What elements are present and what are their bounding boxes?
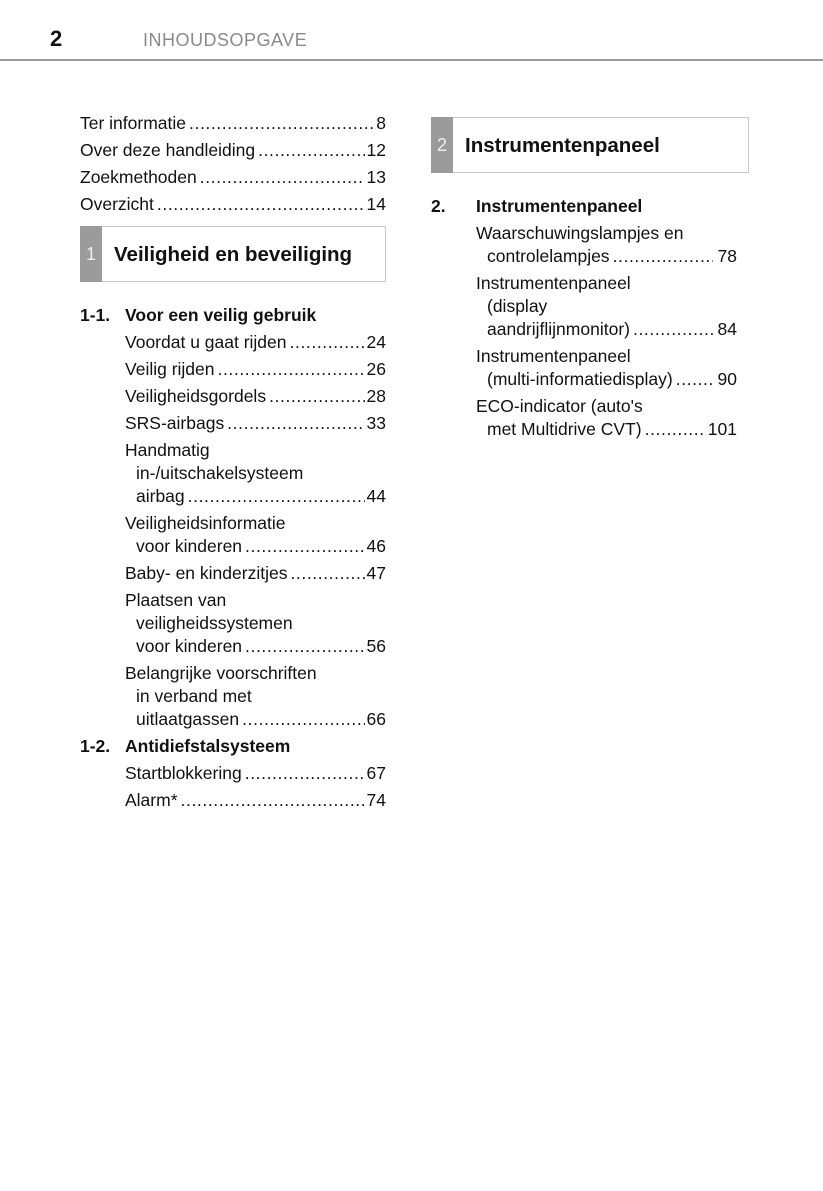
- toc-entry-over-deze-handleiding[interactable]: [80, 139, 386, 162]
- toc-entry-page: 26: [366, 359, 386, 379]
- toc-entry-last-line: [476, 245, 737, 268]
- toc-entry-page: 28: [366, 386, 386, 406]
- toc-entry-page: 14: [366, 194, 386, 214]
- toc-entry-last-line: [125, 535, 386, 558]
- dot-leader: [242, 762, 365, 785]
- dot-leader: [287, 562, 364, 585]
- toc-entry-page: 12: [366, 140, 386, 160]
- toc-right-column: [431, 117, 749, 445]
- toc-entry-eco-indicator[interactable]: [476, 395, 737, 441]
- toc-entry-line: Belangrijke voorschriften: [125, 663, 317, 683]
- toc-entry-last-line: [476, 418, 737, 441]
- section-1-header[interactable]: [80, 226, 386, 282]
- toc-entry-last-line: [125, 708, 386, 731]
- toc-entry-page: 46: [366, 536, 386, 556]
- toc-entry-page: 56: [366, 636, 386, 656]
- chapter-1-2-heading[interactable]: [80, 735, 386, 758]
- toc-entry-page: 67: [366, 763, 386, 783]
- toc-entry-waarschuwingslampjes[interactable]: [476, 222, 737, 268]
- toc-entry-overzicht[interactable]: [80, 193, 386, 216]
- dot-leader: [242, 535, 364, 558]
- toc-entry-belangrijke-voorschriften[interactable]: [125, 662, 386, 731]
- toc-entry-last-line: [476, 318, 737, 341]
- toc-entry-line: Instrumentenpaneel: [476, 346, 631, 366]
- dot-leader: [239, 708, 364, 731]
- toc-entry-label: (multi-informatiedisplay): [487, 369, 673, 389]
- chapter-1-2-entries: [80, 762, 386, 812]
- toc-entry-last-line: [476, 368, 737, 391]
- toc-entry-handmatig-airbag[interactable]: [125, 439, 386, 508]
- toc-entry-label: Veiligheidsgordels: [125, 386, 267, 406]
- running-header-title: INHOUDSOPGAVE: [143, 30, 308, 50]
- dot-leader: [610, 245, 713, 268]
- section-2-title: Instrumentenpaneel: [465, 133, 660, 157]
- toc-entry-label: SRS-airbags: [125, 413, 225, 433]
- dot-leader: [224, 412, 364, 435]
- dot-leader: [255, 139, 364, 162]
- toc-entry-page: 66: [366, 709, 386, 729]
- toc-entry-label: voor kinderen: [136, 636, 243, 656]
- chapter-2-entries: [431, 222, 749, 441]
- dot-leader: [178, 789, 365, 812]
- dot-leader: [197, 166, 365, 189]
- dot-leader: [630, 318, 713, 341]
- toc-entry-page: 44: [366, 486, 386, 506]
- section-1-title: Veiligheid en beveiliging: [114, 242, 353, 266]
- toc-entry-veiligheidsinformatie[interactable]: [125, 512, 386, 558]
- chapter-1-1-entries: [80, 331, 386, 731]
- toc-entry-page: 84: [717, 319, 737, 339]
- toc-entry-aandrijflijnmonitor[interactable]: [476, 272, 737, 341]
- toc-entry-line: Instrumentenpaneel: [476, 273, 631, 293]
- dot-leader: [154, 193, 365, 216]
- chapter-number: 1-1.: [80, 305, 111, 325]
- toc-entry-multi-informatiedisplay[interactable]: [476, 345, 737, 391]
- toc-entry-label: Alarm*: [125, 790, 178, 810]
- toc-entry-last-line: [125, 485, 386, 508]
- toc-entry-page: 74: [366, 790, 386, 810]
- toc-entry-label: aandrijflijnmonitor): [487, 319, 630, 339]
- toc-entry-last-line: [125, 635, 386, 658]
- toc-entry-page: 24: [366, 332, 386, 352]
- dot-leader: [287, 331, 365, 354]
- toc-entry-page: 90: [717, 369, 737, 389]
- toc-entry-label: Baby- en kinderzitjes: [125, 563, 288, 583]
- toc-entry-veiligheidsgordels[interactable]: [125, 385, 386, 408]
- toc-entry-plaatsen-van-veiligheidssystemen[interactable]: [125, 589, 386, 658]
- toc-entry-alarm[interactable]: [125, 789, 386, 812]
- toc-entry-line: Plaatsen van: [125, 590, 227, 610]
- chapter-title: Antidiefstalsysteem: [125, 736, 291, 756]
- toc-entry-page: 47: [366, 563, 386, 583]
- toc-entry-page: 101: [707, 419, 737, 439]
- chapter-1-1-heading[interactable]: [80, 304, 386, 327]
- section-2-header[interactable]: [431, 117, 749, 173]
- toc-entry-line: Veiligheidsinformatie: [125, 513, 286, 533]
- toc-entry-label: Voordat u gaat rijden: [125, 332, 287, 352]
- toc-entry-srs-airbags[interactable]: [125, 412, 386, 435]
- dot-leader: [642, 418, 703, 441]
- dot-leader: [215, 358, 365, 381]
- toc-entry-page: 8: [376, 113, 386, 133]
- toc-left-column: [80, 112, 386, 816]
- toc-entry-line: ECO-indicator (auto's: [476, 396, 643, 416]
- dot-leader: [185, 485, 365, 508]
- section-2-tab: 2: [431, 117, 453, 173]
- dot-leader: [186, 112, 374, 135]
- toc-entry-label: Ter informatie: [80, 113, 187, 133]
- toc-entry-line: in verband met: [136, 686, 252, 706]
- toc-entry-line: (display: [487, 296, 548, 316]
- toc-entry-label: uitlaatgassen: [136, 709, 240, 729]
- toc-entry-label: Zoekmethoden: [80, 167, 197, 187]
- chapter-title: Voor een veilig gebruik: [125, 305, 317, 325]
- chapter-title: Instrumentenpaneel: [476, 196, 643, 216]
- toc-entry-voordat-u-gaat-rijden[interactable]: [125, 331, 386, 354]
- toc-entry-label: Overzicht: [80, 194, 154, 214]
- section-1-tab: 1: [80, 226, 102, 282]
- toc-entry-label: Over deze handleiding: [80, 140, 256, 160]
- chapter-number: 1-2.: [80, 736, 111, 756]
- page-number: 2: [50, 26, 63, 51]
- dot-leader: [266, 385, 364, 408]
- toc-entry-label: voor kinderen: [136, 536, 243, 556]
- toc-entry-label: controlelampjes: [487, 246, 610, 266]
- toc-entry-startblokkering[interactable]: [125, 762, 386, 785]
- toc-entry-veilig-rijden[interactable]: [125, 358, 386, 381]
- toc-entry-label: airbag: [136, 486, 185, 506]
- toc-entry-ter-informatie[interactable]: [80, 112, 386, 135]
- dot-leader: [242, 635, 364, 658]
- toc-entry-page: 13: [366, 167, 386, 187]
- toc-entry-line: Waarschuwingslampjes en: [476, 223, 684, 243]
- toc-entry-line: in-/uitschakelsysteem: [136, 463, 304, 483]
- toc-entry-zoekmethoden[interactable]: [80, 166, 386, 189]
- toc-entry-line: veiligheidssystemen: [136, 613, 293, 633]
- toc-entry-label: Startblokkering: [125, 763, 242, 783]
- toc-entry-label: Veilig rijden: [125, 359, 215, 379]
- chapter-number: 2.: [431, 196, 446, 216]
- dot-leader: [673, 368, 713, 391]
- toc-entry-page: 78: [717, 246, 737, 266]
- toc-entry-line: Handmatig: [125, 440, 210, 460]
- toc-entry-page: 33: [366, 413, 386, 433]
- header-rule: [0, 59, 823, 61]
- chapter-2-heading[interactable]: [431, 195, 749, 218]
- toc-entry-baby-en-kinderzitjes[interactable]: [125, 562, 386, 585]
- toc-entry-label: met Multidrive CVT): [487, 419, 642, 439]
